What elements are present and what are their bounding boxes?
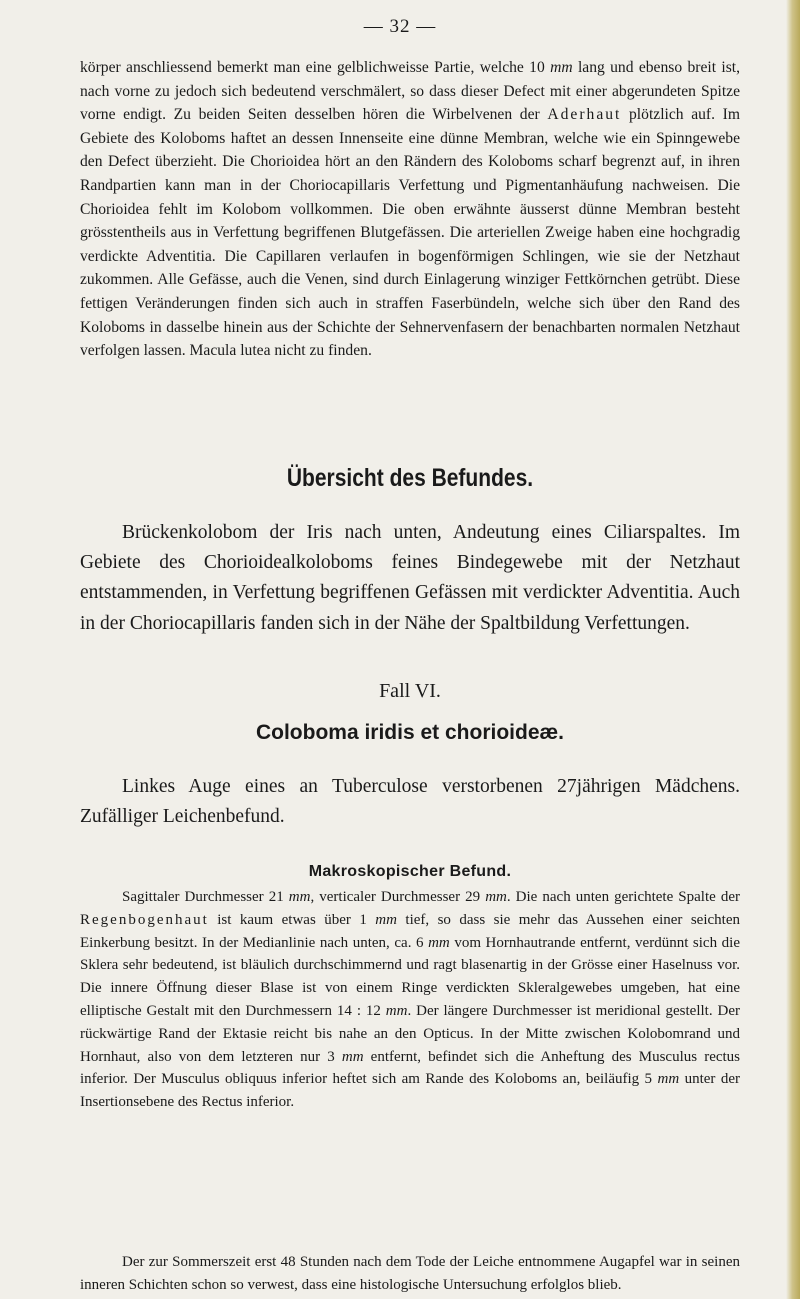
paragraph-continuation: [80, 56, 740, 363]
spaced-term-regenbogenhaut: Regenbogenhaut: [80, 911, 209, 928]
text-run: , verticaler Durchmesser 29: [310, 889, 486, 905]
text-run: unter der Insertionsebene des Rectus inferior.: [80, 1071, 740, 1111]
case-heading: Fall VI.: [379, 680, 441, 702]
unit-mm: mm: [550, 59, 573, 76]
case-title: Coloboma iridis et chorioideæ.: [255, 721, 565, 744]
text-run: tief, so dass sie mehr das Aussehen einer seichten Einkerbung besitzt. In der Medianlinie nach unten, ca. 6: [80, 911, 740, 951]
unit-mm: mm: [657, 1071, 680, 1088]
unit-mm: mm: [385, 1002, 408, 1019]
unit-mm: mm: [341, 1048, 364, 1065]
summary-paragraph: Brückenkolobom der Iris nach unten, Andeutung eines Ciliarspaltes. Im Gebiete des Chorioidealkoloboms feines Bindegewebe mit der Netzhaut entstammenden, in Verfettung begriffenen Gefässen mit verdickter Adventitia. Auch in der Choriocapillaris fanden sich in der Nähe der Spaltbildung Verfettungen.: [80, 522, 740, 634]
spaced-term-aderhaut: Aderhaut: [547, 106, 622, 124]
text-run: vom Hornhautrande entfernt, verdünnt sich die Sklera sehr bedeutend, ist bläulich durchschimmernd und ragt blasenartig in der Grösse einer Haselnuss vor. Die innere Öffnung dieser Blase ist von einem Ringe verdickten Skleralgewebes umgeben, hat eine elliptische Gestalt mit den Durchmessern 14 : 12: [80, 934, 740, 1019]
unit-mm: mm: [428, 934, 450, 951]
text-run: ist kaum etwas über 1: [208, 911, 376, 928]
text-run: Sagittaler Durchmesser 21: [122, 889, 289, 905]
text-run: entfernt, befindet sich die Anheftung des Musculus rectus inferior. Der Musculus obliquus inferior heftet sich am Rande des Koloboms an, beiläufig 5: [80, 1048, 741, 1088]
unit-mm: mm: [375, 911, 397, 928]
text-run: körper anschliessend bemerkt man eine gelblichweisse Partie, welche 10: [80, 59, 551, 76]
unit-mm: mm: [288, 889, 311, 905]
closing-paragraph: Der zur Sommerszeit erst 48 Stunden nach dem Tode der Leiche entnommene Augapfel war in seinen inneren Schichten schon so verwest, dass eine histologische Untersuchung erfolglos blieb.: [80, 1254, 740, 1293]
text-run: . Der längere Durchmesser ist meridional gestellt. Der rückwärtige Rand der Ektasie reicht bis nahe an den Opticus. In der Mitte zwischen Kolobomrand und Hornhaut, also von dem letzteren nur 3: [80, 1002, 740, 1065]
section-heading: Übersicht des Befundes.: [286, 464, 534, 492]
text-run: . Die nach unten gerichtete Spalte der: [506, 889, 740, 905]
macroscopic-paragraph: [80, 886, 740, 1114]
page-binding-edge: [786, 0, 800, 1299]
unit-mm: mm: [485, 889, 507, 905]
text-run: lang und ebenso breit ist, nach vorne zu jedoch sich bedeutend verschmälert, so dass dieser Defect mit einer abgerundeten Spitze vorne endigt. Zu beiden Seiten desselben hören die Wirbelvenen der: [80, 59, 740, 124]
case-description: Linkes Auge eines an Tuberculose verstorbenen 27jährigen Mädchens. Zufälliger Leichenbefund.: [80, 776, 740, 827]
macroscopic-heading: Makroskopischer Befund.: [308, 863, 512, 880]
page-number: — 32 —: [363, 16, 437, 37]
text-run: plötzlich auf. Im Gebiete des Koloboms haftet an dessen Innenseite eine dünne Membran, welche wie ein Spinngewebe den Defect überzieht. Die Chorioidea hört an den Rändern des Koloboms scharf begrenzt auf, in ihren Randpartien kann man in der Choriocapillaris Verfettung und Pigmentanhäufung nachweisen. Die Chorioidea fehlt im Kolobom vollkommen. Die oben erwähnte äusserst dünne Membran besteht grösstentheils aus in Verfettung begriffenen Blutgefässen. Die arteriellen Zweige haben eine hochgradig verdickte Adventitia. Die Capillaren verlaufen in bogenförmigen Schlingen, wie sie der Netzhaut zukommen. Alle Gefässe, auch die Venen, sind durch Einlagerung winziger Fettkörnchen getrübt. Diese fettigen Veränderungen finden sich auch in straffen Faserbündeln, welche sich über den Rand des Koloboms in dasselbe hinein aus der Schichte der Sehnervenfasern der benachbarten normalen Netzhaut verfolgen lassen. Macula lutea nicht zu finden.: [80, 106, 740, 360]
